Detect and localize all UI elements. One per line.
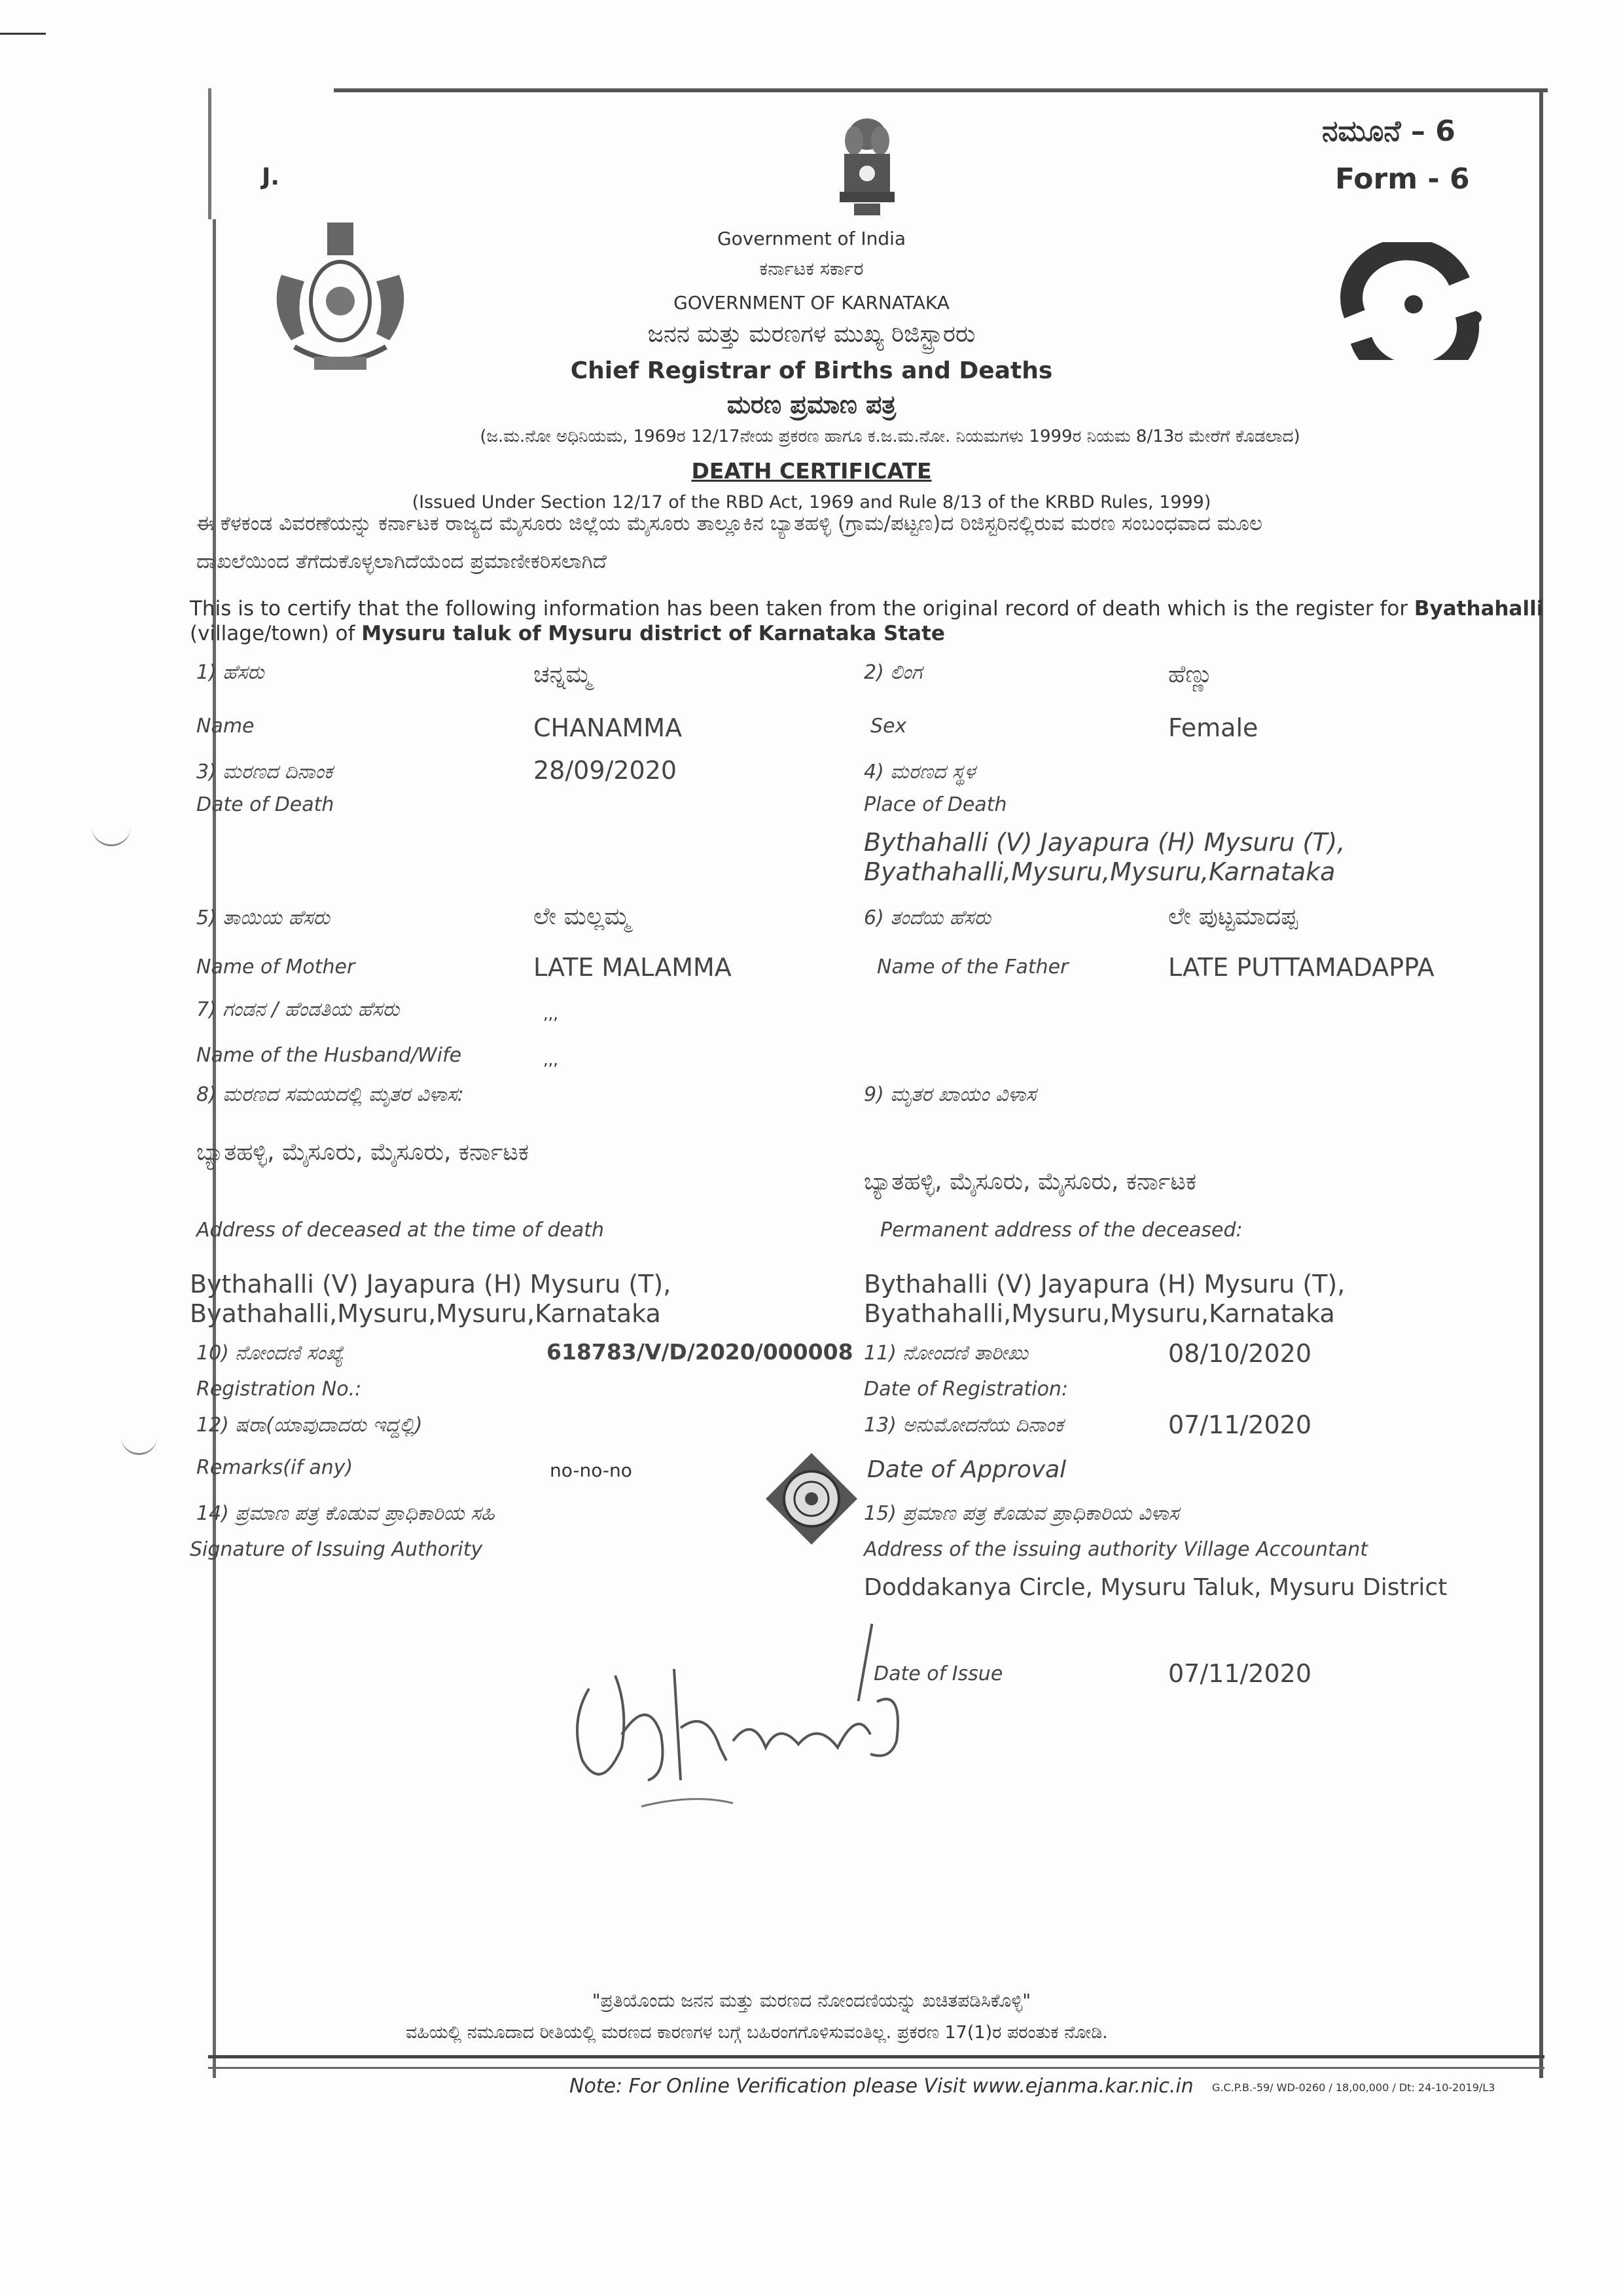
address-permanent-value-1: Bythahalli (V) Jayapura (H) Mysuru (T), xyxy=(864,1270,1346,1299)
name-label: Name xyxy=(196,715,255,738)
border-right xyxy=(1539,88,1543,2078)
sex-kannada-value: ಹೆಣ್ಣು xyxy=(1168,661,1213,688)
online-verification-note: Note: For Online Verification please Visit www.ejanma.kar.nic.in xyxy=(569,2075,1194,2098)
border-left-top xyxy=(208,88,211,219)
father-label: Name of the Father xyxy=(877,956,1069,978)
registration-date-kannada-label: 11) ನೋಂದಣಿ ತಾರೀಖು xyxy=(864,1342,1028,1365)
karnataka-emblem-icon xyxy=(255,216,425,386)
gov-india: Government of India xyxy=(717,228,906,249)
intro-english-line2 xyxy=(190,622,945,645)
registration-date-label: Date of Registration: xyxy=(864,1378,1069,1401)
issue-date-value: 07/11/2020 xyxy=(1168,1659,1312,1688)
intro-kannada-line1: ಈ ಕೆಳಕಂಡ ವಿವರಣೆಯನ್ನು ಕರ್ನಾಟಕ ರಾಜ್ಯದ ಮೈಸೂರು ಜಿಲ್ಲೆಯ ಮೈಸೂರು ತಾಲ್ಲೂಕಿನ ಬ್ಯಾತಹಳ್ಳಿ (ಗ್ರಾಮ/ಪಟ್ಟಣ)ದ ರಿಜಿಸ್ಟರಿನಲ್ಲಿರುವ ಮರಣ ಸಂಬಂಧವಾದ ಮೂಲ xyxy=(196,512,1262,535)
authority-label: Address of the issuing authority Village Accountant xyxy=(864,1538,1368,1561)
registration-no-value: 618783/V/D/2020/000008 xyxy=(546,1339,853,1365)
registration-no-label: Registration No.: xyxy=(196,1378,362,1401)
remarks-label: Remarks(if any) xyxy=(196,1456,353,1479)
approval-date-label: Date of Approval xyxy=(867,1456,1067,1483)
spouse-value: ,,, xyxy=(543,1050,558,1069)
remarks-kannada-label: 12) ಷರಾ(ಯಾವುದಾದರು ಇದ್ದಲ್ಲಿ) xyxy=(196,1414,423,1437)
certificate-title: DEATH CERTIFICATE xyxy=(691,458,932,484)
issue-date-label: Date of Issue xyxy=(874,1662,1003,1685)
sex-value: Female xyxy=(1168,713,1258,742)
mother-label: Name of Mother xyxy=(196,956,355,978)
father-kannada-value: ಲೇ ಪುಟ್ಟಮಾದಪ್ಪ xyxy=(1168,903,1298,930)
intro-kannada-line2: ದಾಖಲೆಯಿಂದ ತೆಗೆದುಕೊಳ್ಳಲಾಗಿದೆಯೆಂದ ಪ್ರಮಾಣೀಕರಿಸಲಾಗಿದೆ xyxy=(196,550,607,573)
address-permanent-kannada-label: 9) ಮೃತರ ಖಾಯಂ ವಿಳಾಸ xyxy=(864,1083,1037,1106)
border-top xyxy=(334,88,1548,92)
address-death-value-2: Byathahalli,Mysuru,Mysuru,Karnataka xyxy=(190,1299,661,1328)
registration-no-kannada-label: 10) ನೋಂದಣಿ ಸಂಖ್ಯೆ xyxy=(196,1342,344,1365)
sex-label: Sex xyxy=(870,715,907,738)
death-place-label: Place of Death xyxy=(864,793,1007,816)
address-permanent-label: Permanent address of the deceased: xyxy=(880,1219,1243,1242)
spouse-label: Name of the Husband/Wife xyxy=(196,1044,462,1067)
scan-mark xyxy=(0,33,46,35)
border-bottom-inner xyxy=(208,2067,1544,2069)
print-code: G.C.P.B.-59/ WD-0260 / 18,00,000 / Dt: 24-10-2019/L3 xyxy=(1212,2081,1495,2094)
registrar-title: Chief Registrar of Births and Deaths xyxy=(570,357,1053,384)
death-date-label: Date of Death xyxy=(196,793,334,816)
official-seal-stamp xyxy=(762,1450,861,1548)
mother-kannada-value: ಲೇ ಮಲ್ಲಮ್ಮ xyxy=(533,903,630,930)
address-permanent-kannada-value: ಬ್ಯಾತಹಳ್ಳಿ, ಮೈಸೂರು, ಮೈಸೂರು, ಕರ್ನಾಟಕ xyxy=(864,1168,1197,1195)
death-place-value-1: Bythahalli (V) Jayapura (H) Mysuru (T), xyxy=(864,828,1346,857)
punch-hole-mark-2 xyxy=(121,1427,157,1455)
issued-under-kannada: (ಜ.ಮ.ನೋ ಅಧಿನಿಯಮ, 1969ರ 12/17ನೇಯ ಪ್ರಕರಣ ಹಾಗೂ ಕ.ಜ.ಮ.ನೋ. ನಿಯಮಗಳು 1999ರ ನಿಯಮ 8/13ರ ಮೇರೆಗೆ ಕೊಡಲಾದ) xyxy=(480,427,1300,446)
signature-kannada-label: 14) ಪ್ರಮಾಣ ಪತ್ರ ಕೊಡುವ ಪ್ರಾಧಿಕಾರಿಯ ಸಹಿ xyxy=(196,1502,495,1525)
intro-english-line1 xyxy=(190,597,1543,620)
sex-kannada-label: 2) ಲಿಂಗ xyxy=(864,661,922,684)
mother-kannada-label: 5) ತಾಯಿಯ ಹೆಸರು xyxy=(196,906,330,929)
mother-value: LATE MALAMMA xyxy=(533,953,732,982)
registrar-kannada: ಜನನ ಮತ್ತು ಮರಣಗಳ ಮುಖ್ಯ ರಿಜಿಸ್ಟ್ರಾರರು xyxy=(647,321,976,348)
name-kannada-value: ಚನ್ನಮ್ಮ xyxy=(533,661,592,688)
intro-location: Mysuru taluk of Mysuru district of Karnataka State xyxy=(361,622,945,645)
issued-under-english: (Issued Under Section 12/17 of the RBD Act, 1969 and Rule 8/13 of the KRBD Rules, 1999) xyxy=(412,492,1211,512)
name-kannada-label: 1) ಹೆಸರು xyxy=(196,661,264,684)
death-date-value: 28/09/2020 xyxy=(533,756,677,785)
death-place-value-2: Byathahalli,Mysuru,Mysuru,Karnataka xyxy=(864,857,1336,886)
handwritten-signature xyxy=(563,1630,929,1826)
father-value: LATE PUTTAMADAPPA xyxy=(1168,953,1435,982)
address-death-kannada-value: ಬ್ಯಾತಹಳ್ಳಿ, ಮೈಸೂರು, ಮೈಸೂರು, ಕರ್ನಾಟಕ xyxy=(196,1139,529,1166)
remarks-value: no-no-no xyxy=(550,1460,632,1481)
address-death-value-1: Bythahalli (V) Jayapura (H) Mysuru (T), xyxy=(190,1270,671,1299)
footer-slogan: "ಪ್ರತಿಯೊಂದು ಜನನ ಮತ್ತು ಮರಣದ ನೋಂದಣಿಯನ್ನು ಖಚಿತಪಡಿಸಿಕೊಳ್ಳಿ" xyxy=(592,1990,1031,2011)
ashoka-emblem-icon xyxy=(828,115,906,219)
spouse-kannada-value: ,,, xyxy=(543,1005,558,1023)
approval-date-value: 07/11/2020 xyxy=(1168,1410,1312,1439)
authority-value: Doddakanya Circle, Mysuru Taluk, Mysuru District xyxy=(864,1574,1448,1601)
address-death-label: Address of deceased at the time of death xyxy=(196,1219,605,1242)
authority-kannada-label: 15) ಪ್ರಮಾಣ ಪತ್ರ ಕೊಡುವ ಪ್ರಾಧಿಕಾರಿಯ ವಿಳಾಸ xyxy=(864,1502,1179,1525)
gov-karnataka: GOVERNMENT OF KARNATAKA xyxy=(673,292,950,314)
name-value: CHANAMMA xyxy=(533,713,683,742)
death-place-kannada-label: 4) ಮರಣದ ಸ್ಥಳ xyxy=(864,761,976,783)
corner-mark: J. xyxy=(262,164,280,190)
form-number: Form - 6 xyxy=(1335,162,1470,196)
gov-karnataka-kannada: ಕರ್ನಾಟಕ ಸರ್ಕಾರ xyxy=(759,258,864,279)
address-permanent-value-2: Byathahalli,Mysuru,Mysuru,Karnataka xyxy=(864,1299,1335,1328)
father-kannada-label: 6) ತಂದೆಯ ಹೆಸರು xyxy=(864,906,991,929)
intro-village: Byathahalli xyxy=(1414,597,1544,620)
approval-date-kannada-label: 13) ಅನುಮೋದನೆಯ ದಿನಾಂಕ xyxy=(864,1414,1064,1437)
footer-note-kannada: ವಹಿಯಲ್ಲಿ ನಮೂದಾದ ರೀತಿಯಲ್ಲಿ ಮರಣದ ಕಾರಣಗಳ ಬಗ್ಗೆ ಬಹಿರಂಗಗೊಳಿಸುವಂತಿಲ್ಲ. ಪ್ರಕರಣ 17(1)ರ ಪರಂತುಕ ನೋಡಿ. xyxy=(406,2022,1108,2043)
address-death-kannada-label: 8) ಮರಣದ ಸಮಯದಲ್ಲಿ ಮೃತರ ವಿಳಾಸ: xyxy=(196,1083,464,1106)
punch-hole-mark xyxy=(92,818,131,846)
spouse-kannada-label: 7) ಗಂಡನ / ಹೆಂಡತಿಯ ಹೆಸರು xyxy=(196,998,400,1021)
death-date-kannada-label: 3) ಮರಣದ ದಿನಾಂಕ xyxy=(196,761,333,783)
registration-date-value: 08/10/2020 xyxy=(1168,1339,1312,1368)
intro-text: This is to certify that the following information has been taken from the original record of death which is the register for xyxy=(190,597,1414,620)
certificate-kannada-title: ಮರಣ ಪ್ರಮಾಣ ಪತ್ರ xyxy=(726,390,897,419)
intro-text-2: (village/town) of xyxy=(190,622,362,645)
form-number-kannada: ನಮೂನೆ – 6 xyxy=(1322,115,1455,148)
janma-logo-icon xyxy=(1335,242,1492,360)
signature-label: Signature of Issuing Authority xyxy=(190,1538,483,1561)
border-bottom xyxy=(208,2055,1544,2058)
